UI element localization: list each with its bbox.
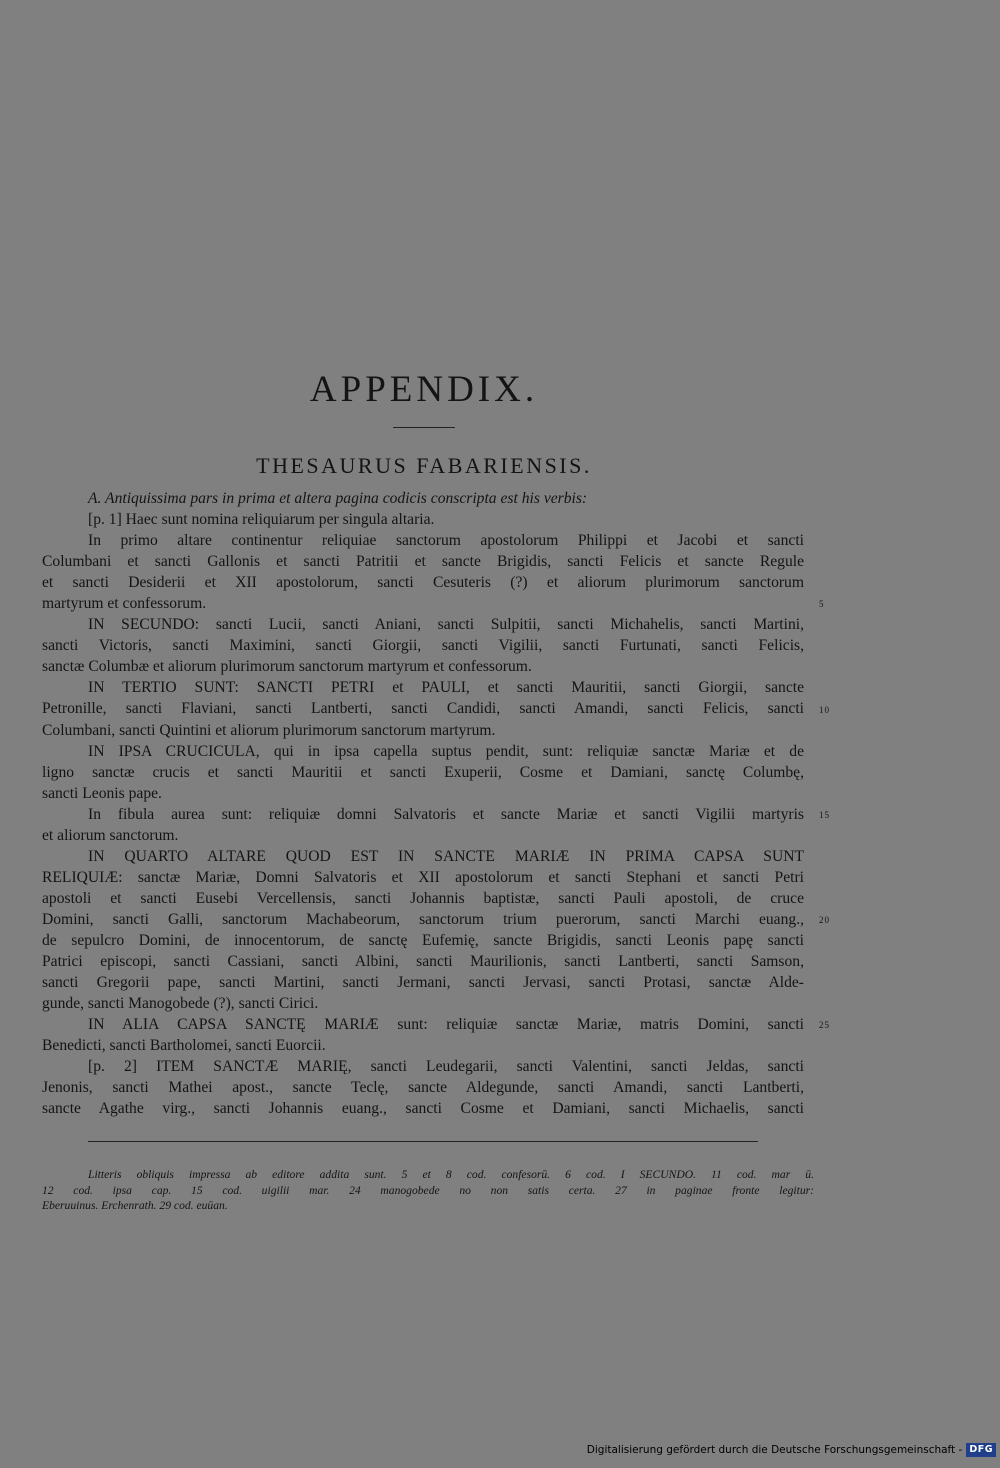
text-line: sancti Victoris, sancti Maximini, sancti Giorgii, sancti Vigilii, sancti Furtunati, sancti Felicis, [42,637,804,655]
text-line: IN TERTIO SUNT: SANCTI PETRI et PAULI, et sancti Mauritii, sancti Giorgii, sancte [88,679,804,697]
footnote-line: Eberuuinus. Erchenrath. 29 cod. euūan. [42,1199,228,1212]
text-line: In primo altare continentur reliquiae sanctorum apostolorum Philippi et Jacobi et sancti [88,532,804,550]
section-title: THESAURUS FABARIENSIS. [256,453,592,478]
line-number: 15 [819,809,830,820]
footnote-line: Litteris obliquis impressa ab editore addita sunt. 5 et 8 cod. confesorū. 6 cod. I SECUNDO. 11 cod. mar ū. [88,1168,814,1181]
line-number: 10 [819,704,830,715]
digitization-credit [587,1441,996,1459]
text-line: Domini, sancti Galli, sanctorum Machabeorum, sanctorum trium puerorum, sancti Marchi euang., [42,910,804,928]
text-line: In fibula aurea sunt: reliquiæ domni Salvatoris et sancte Mariæ et sancti Vigilii martyris [88,805,804,823]
text-line: [p. 2] ITEM SANCTÆ MARIĘ, sancti Leudegarii, sancti Valentini, sancti Jeldas, sancti [88,1058,804,1076]
text-line: IN IPSA CRUCICULA, qui in ipsa capella suptus pendit, sunt: reliquiæ sanctæ Mariæ et de [88,742,804,760]
page-title: APPENDIX. [309,369,539,410]
title-divider [393,427,455,428]
text-line: [p. 1] Haec sunt nomina reliquiarum per singula altaria. [88,511,435,529]
body-text [42,488,804,1119]
text-line: IN QUARTO ALTARE QUOD EST IN SANCTE MARIÆ IN PRIMA CAPSA SUNT [88,847,804,865]
text-line: sancti Gregorii pape, sancti Martini, sancti Jermani, sancti Jervasi, sancti Protasi, sanctæ Alde- [42,974,804,992]
footnote-divider [88,1141,758,1142]
text-line: gunde, sancti Manogobede (?), sancti Cirici. [42,995,319,1013]
text-line: martyrum et confessorum. [42,595,207,613]
text-line: apostoli et sancti Eusebi Vercellensis, sancti Johannis baptistæ, sancti Pauli apostoli, de cruce [42,889,804,907]
text-line: IN SECUNDO: sancti Lucii, sancti Aniani, sancti Sulpitii, sancti Michahelis, sancti Martini, [88,616,804,634]
line-number: 5 [819,599,825,610]
text-line: Columbani, sancti Quintini et aliorum plurimorum sanctorum martyrum. [42,721,496,739]
text-line: et sancti Desiderii et XII apostolorum, sancti Cesuteris (?) et aliorum plurimorum sanctorum [42,574,804,592]
text-line: Columbani et sancti Gallonis et sancti Patritii et sancte Brigidis, sancti Felicis et sancte Regule [42,553,804,571]
text-line: Patrici episcopi, sancti Cassiani, sancti Albini, sancti Maurilionis, sancti Lantberti, sancti Samson, [42,953,804,971]
footnotes [42,1167,814,1214]
text-line: sancti Leonis pape. [42,784,162,802]
text-line: Jenonis, sancti Mathei apost., sancte Teclę, sancte Aldegunde, sancti Amandi, sancti Lantberti, [42,1079,804,1097]
text-line: Petronille, sancti Flaviani, sancti Lantberti, sancti Candidi, sancti Amandi, sancti Felicis, sancti [42,700,804,718]
text-line: ligno sanctæ crucis et sancti Mauritii et sancti Exuperii, Cosme et Damiani, sanctę Columbę, [42,763,804,781]
line-number: 25 [819,1020,830,1031]
text-line: RELIQUIÆ: sanctæ Mariæ, Domni Salvatoris et XII apostolorum et sancti Stephani et sancti Petri [42,868,804,886]
text-line: IN ALIA CAPSA SANCTĘ MARIÆ sunt: reliquiæ sanctæ Mariæ, matris Domini, sancti [88,1016,804,1034]
credit-text: Digitalisierung gefördert durch die Deutsche Forschungsgemeinschaft - [586,1444,963,1456]
dfg-logo: DFG [966,1443,996,1457]
text-line: Benedicti, sancti Bartholomei, sancti Euorcii. [42,1037,326,1055]
text-line: de sepulcro Domini, de innocentorum, de sanctę Eufemię, sancte Brigidis, sancti Leonis papę sancti [42,931,804,949]
text-line: et aliorum sanctorum. [42,826,179,844]
line-number: 20 [819,915,830,925]
footnote-line: 12 cod. ipsa cap. 15 cod. uigilii mar. 24 manogobede no non satis certa. 27 in paginae fronte legitur: [42,1183,814,1197]
text-line: A. Antiquissima pars in prima et altera pagina codicis conscripta est his verbis: [88,490,588,507]
text-line: sanctæ Columbæ et aliorum plurimorum sanctorum martyrum et confessorum. [42,658,532,676]
text-line: sancte Agathe virg., sancti Johannis euang., sancti Cosme et Damiani, sancti Michaelis, sancti [42,1100,804,1118]
